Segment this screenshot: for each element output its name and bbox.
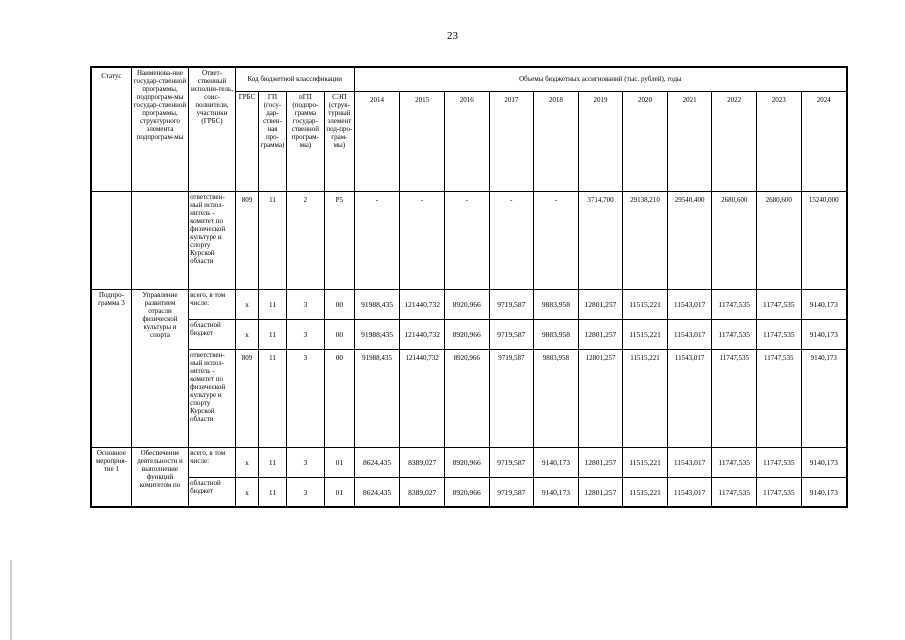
value-cell: 9140,173 — [801, 477, 847, 507]
sep-cell: 00 — [324, 319, 354, 349]
status-cell-empty — [91, 191, 131, 289]
value-cell: 9140,173 — [801, 289, 847, 319]
value-cell: 11747,535 — [757, 289, 802, 319]
gp-cell: 11 — [259, 319, 287, 349]
sep-cell: 00 — [324, 349, 354, 447]
pgp-cell: 3 — [286, 319, 324, 349]
value-cell: 9883,958 — [534, 319, 579, 349]
value-cell: 29540,400 — [667, 191, 712, 289]
value-cell: - — [354, 191, 400, 289]
pgp-cell: 3 — [286, 289, 324, 319]
header-gp: ГП (госу-дар-ствен-ная про-грамма) — [259, 91, 287, 191]
value-cell: 11543,017 — [667, 477, 712, 507]
value-cell: 11515,221 — [623, 319, 668, 349]
value-cell: 3714,700 — [578, 191, 623, 289]
value-cell: 11543,017 — [667, 349, 712, 447]
name-cell: Управление развитием отрасли физической культуры и спорта — [131, 289, 188, 447]
pgp-cell: 3 — [286, 447, 324, 477]
value-cell: 11747,535 — [757, 447, 802, 477]
value-cell: 15240,000 — [801, 191, 847, 289]
name-cell-empty — [131, 191, 188, 289]
value-cell: - — [489, 191, 534, 289]
value-cell: 91988,435 — [354, 319, 400, 349]
pgp-cell: 3 — [286, 477, 324, 507]
header-year: 2024 — [801, 91, 847, 191]
value-cell: 9719,587 — [489, 289, 534, 319]
header-budget-code: Код бюджетной классификации — [235, 67, 354, 91]
table-row — [91, 349, 847, 447]
value-cell: - — [400, 191, 445, 289]
sep-cell: 01 — [324, 447, 354, 477]
value-cell: 9883,958 — [534, 289, 579, 319]
sep-cell: 01 — [324, 477, 354, 507]
value-cell: 8920,966 — [444, 289, 489, 319]
status-cell: Подпро-грамма 3 — [91, 289, 131, 447]
responsible-cell: ответствен-ный испол-нитель - комитет по физической культуре и спорту Курской области — [189, 349, 236, 447]
pgp-cell: 3 — [286, 349, 324, 447]
gp-cell: 11 — [259, 289, 287, 319]
table-row — [91, 289, 847, 319]
header-pgp: пГП (подпро-грамма государ-ственной програм-мы) — [286, 91, 324, 191]
value-cell: 11747,535 — [757, 349, 802, 447]
value-cell: - — [534, 191, 579, 289]
value-cell: 2680,600 — [757, 191, 802, 289]
value-cell: 9883,958 — [534, 349, 579, 447]
header-year: 2016 — [444, 91, 489, 191]
value-cell: 9140,173 — [801, 447, 847, 477]
header-year: 2019 — [578, 91, 623, 191]
value-cell: 12801,257 — [578, 319, 623, 349]
value-cell: - — [444, 191, 489, 289]
value-cell: 29138,210 — [623, 191, 668, 289]
value-cell: 11515,221 — [623, 477, 668, 507]
value-cell: 9719,587 — [489, 319, 534, 349]
value-cell: 8920,966 — [444, 477, 489, 507]
value-cell: 11747,535 — [712, 289, 757, 319]
gp-cell: 11 — [259, 447, 287, 477]
header-sep: СЭП (струк-турный элемент под-про-грам-мы) — [324, 91, 354, 191]
header-year: 2015 — [400, 91, 445, 191]
value-cell: 11747,535 — [712, 477, 757, 507]
gp-cell: 11 — [259, 477, 287, 507]
value-cell: 11747,535 — [712, 319, 757, 349]
grbs-cell: 809 — [235, 349, 258, 447]
value-cell: 11515,221 — [623, 447, 668, 477]
value-cell: 11515,221 — [623, 289, 668, 319]
value-cell: 11515,221 — [623, 349, 668, 447]
value-cell: 8920,966 — [444, 349, 489, 447]
grbs-cell: x — [235, 289, 258, 319]
grbs-cell: 809 — [235, 191, 258, 289]
header-grbs: ГРБС — [235, 91, 258, 191]
table-row — [91, 477, 847, 507]
page-number: 23 — [447, 30, 458, 42]
value-cell: 8389,027 — [400, 477, 445, 507]
name-cell: Обеспечение деятельности и выполнение функций комитетом по — [131, 447, 188, 507]
header-name: Наименова-ние государ-ственной программы, подпрограм-мы государ-ственной программы, структурного элемента подпрограм-мы — [131, 67, 188, 191]
responsible-cell: областной бюджет — [189, 477, 236, 507]
value-cell: 11543,017 — [667, 289, 712, 319]
value-cell: 8389,027 — [400, 447, 445, 477]
pgp-cell: 2 — [286, 191, 324, 289]
grbs-cell: x — [235, 447, 258, 477]
header-year: 2021 — [667, 91, 712, 191]
header-year: 2020 — [623, 91, 668, 191]
sep-cell: 00 — [324, 289, 354, 319]
table-row — [91, 319, 847, 349]
value-cell: 9140,173 — [801, 319, 847, 349]
budget-table — [90, 66, 848, 508]
header-year: 2017 — [489, 91, 534, 191]
value-cell: 12801,257 — [578, 477, 623, 507]
value-cell: 11747,535 — [757, 319, 802, 349]
value-cell: 12801,257 — [578, 289, 623, 319]
gp-cell: 11 — [259, 349, 287, 447]
value-cell: 121440,732 — [400, 289, 445, 319]
value-cell: 12801,257 — [578, 349, 623, 447]
header-responsible: Ответ-ственный исполни-тель, соис-полнители, участники (ГРБС) — [189, 67, 236, 191]
value-cell: 11747,535 — [712, 349, 757, 447]
value-cell: 9140,173 — [534, 477, 579, 507]
value-cell: 11543,017 — [667, 447, 712, 477]
header-year: 2022 — [712, 91, 757, 191]
value-cell: 11747,535 — [757, 477, 802, 507]
value-cell: 91988,435 — [354, 289, 400, 319]
grbs-cell: x — [235, 477, 258, 507]
status-cell: Основное мероприя-тие 1 — [91, 447, 131, 507]
value-cell: 8624,435 — [354, 447, 400, 477]
value-cell: 8920,966 — [444, 447, 489, 477]
scan-edge-line — [10, 560, 12, 640]
value-cell: 9140,173 — [534, 447, 579, 477]
header-year: 2018 — [534, 91, 579, 191]
header-year: 2014 — [354, 91, 400, 191]
responsible-cell: всего, в том числе: — [189, 289, 236, 319]
value-cell: 12801,257 — [578, 447, 623, 477]
value-cell: 9719,587 — [489, 477, 534, 507]
value-cell: 9719,587 — [489, 447, 534, 477]
value-cell: 9719,587 — [489, 349, 534, 447]
header-status: Статус — [91, 67, 131, 191]
responsible-cell: областной бюджет — [189, 319, 236, 349]
value-cell: 11543,017 — [667, 319, 712, 349]
responsible-cell: всего, в том числе: — [189, 447, 236, 477]
table-row — [91, 447, 847, 477]
value-cell: 8920,966 — [444, 319, 489, 349]
responsible-cell: ответствен-ный испол-нитель - комитет по физической культуре и спорту Курской области — [189, 191, 236, 289]
value-cell: 8624,435 — [354, 477, 400, 507]
header-year: 2023 — [757, 91, 802, 191]
value-cell: 121440,732 — [400, 349, 445, 447]
value-cell: 91988,435 — [354, 349, 400, 447]
grbs-cell: x — [235, 319, 258, 349]
value-cell: 9140,173 — [801, 349, 847, 447]
gp-cell: 11 — [259, 191, 287, 289]
sep-cell: Р5 — [324, 191, 354, 289]
value-cell: 2680,600 — [712, 191, 757, 289]
value-cell: 11747,535 — [712, 447, 757, 477]
header-budget-volume: Объемы бюджетных ассигнований (тыс. рублей), годы — [354, 67, 847, 91]
table-row — [91, 191, 847, 289]
value-cell: 121440,732 — [400, 319, 445, 349]
